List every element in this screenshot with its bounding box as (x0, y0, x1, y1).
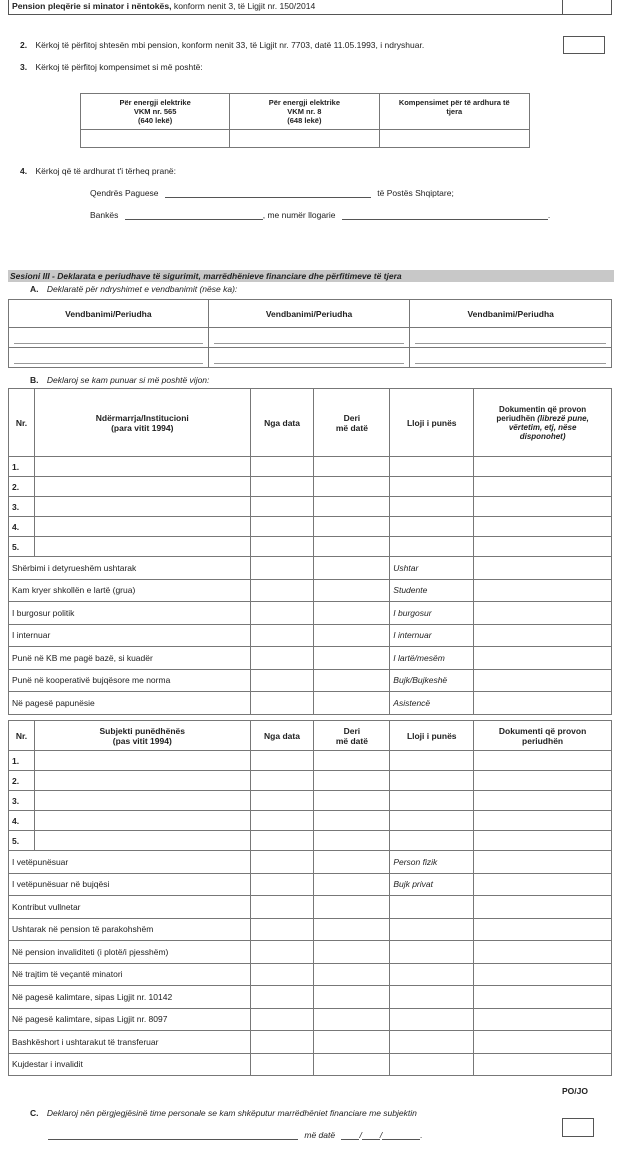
residence-cell[interactable] (208, 328, 410, 348)
employer-cell[interactable] (34, 517, 250, 537)
from-date-cell[interactable] (250, 477, 314, 497)
col-document-line2: periudhën (522, 735, 564, 746)
from-date-cell[interactable] (250, 647, 314, 670)
table-row (9, 602, 612, 625)
bank-field[interactable] (125, 210, 263, 220)
table-row (9, 896, 612, 919)
to-date-cell[interactable] (314, 873, 390, 896)
document-cell[interactable] (474, 918, 612, 941)
to-date-cell[interactable] (314, 537, 390, 557)
to-date-cell[interactable] (314, 791, 390, 811)
comp-header-1-line2: VKM nr. 565 (133, 107, 177, 116)
col-document-line2: periudhën (496, 413, 536, 423)
work-type-cell[interactable] (390, 791, 474, 811)
table-row (9, 963, 612, 986)
to-date-cell[interactable] (314, 602, 390, 625)
row-label: I vetëpunësuar (9, 851, 251, 874)
residence-cell[interactable] (410, 328, 612, 348)
document-cell[interactable] (474, 497, 612, 517)
from-date-cell[interactable] (250, 602, 314, 625)
employer-cell[interactable] (34, 831, 250, 851)
row-label: Bashkëshort i ushtarakut të transferuar (9, 1031, 251, 1054)
work-type-cell (390, 1008, 474, 1031)
row-label: Në pagesë papunësie (9, 692, 251, 715)
to-date-cell[interactable] (314, 624, 390, 647)
col-nr: Nr. (9, 721, 35, 751)
col-document-line1: Dokumenti që provon (498, 725, 587, 736)
section-3-a (30, 284, 237, 294)
table-row (9, 579, 612, 602)
work-type-cell: Person fizik (390, 851, 474, 874)
col-document-line4: disponohet) (519, 431, 566, 441)
employer-cell[interactable] (34, 791, 250, 811)
date-slash-2: / (379, 1130, 383, 1140)
col-to-date (314, 721, 390, 751)
work-type-cell[interactable] (390, 537, 474, 557)
work-type-cell (390, 896, 474, 919)
document-cell[interactable] (474, 851, 612, 874)
document-cell[interactable] (474, 791, 612, 811)
table-row (9, 517, 612, 537)
work-type-cell[interactable] (390, 771, 474, 791)
from-date-cell[interactable] (250, 1008, 314, 1031)
residence-header-1: Vendbanimi/Periudha (9, 300, 209, 328)
to-date-cell[interactable] (314, 986, 390, 1009)
item-4-period: . (547, 210, 551, 220)
from-date-cell[interactable] (250, 1053, 314, 1076)
comp-header-2-line3: (648 lekë) (287, 116, 322, 125)
table-row (9, 771, 612, 791)
subject-name-field[interactable] (48, 1130, 298, 1140)
comp-header-2-line1: Për energji elektrike (268, 98, 341, 107)
work-type-cell (390, 941, 474, 964)
work-type-cell: Asistencë (390, 692, 474, 715)
work-type-cell (390, 918, 474, 941)
comp-header-1 (81, 94, 230, 130)
row-label: Shërbimi i detyrueshëm ushtarak (9, 557, 251, 580)
from-date-cell[interactable] (250, 831, 314, 851)
work-type-cell: Bujk privat (390, 873, 474, 896)
item-2-number: 2. (20, 40, 28, 50)
work-type-cell[interactable] (390, 811, 474, 831)
col-to-date-line1: Deri (343, 412, 361, 423)
table-row (9, 477, 612, 497)
row-label: Punë në kooperativë bujqësore me norma (9, 669, 251, 692)
col-document (474, 721, 612, 751)
row-label: Kontribut vullnetar (9, 896, 251, 919)
po-jo-label: PO/JO (562, 1086, 588, 1096)
table-row (9, 873, 612, 896)
section-c-line (48, 1130, 423, 1140)
item-2-text: Kërkoj të përfitoj shtesën mbi pension, konform nenit 33, të Ligjit nr. 7703, datë 11.05.1993, i ndryshuar. (35, 40, 425, 50)
table-row (9, 918, 612, 941)
work-type-cell[interactable] (390, 497, 474, 517)
row-label: Punë në KB me pagë bazë, si kuadër (9, 647, 251, 670)
from-date-cell[interactable] (250, 771, 314, 791)
row-label: Kam kryer shkollën e lartë (grua) (9, 579, 251, 602)
section-3-b (30, 375, 209, 385)
document-cell[interactable] (474, 811, 612, 831)
to-date-cell[interactable] (314, 851, 390, 874)
item-4 (20, 166, 176, 176)
work-type-cell[interactable] (390, 517, 474, 537)
col-to-date-line2: më datë (335, 422, 368, 433)
section-c-text: Deklaroj nën përgjegjësinë time personale se kam shkëputur marrëdhëniet financiare me subjektin (46, 1108, 417, 1118)
to-date-cell[interactable] (314, 1008, 390, 1031)
from-date-cell[interactable] (250, 624, 314, 647)
document-cell[interactable] (474, 602, 612, 625)
work-table-before-1994 (8, 388, 612, 715)
comp-header-1-line1: Për energji elektrike (119, 98, 191, 107)
employer-cell[interactable] (34, 811, 250, 831)
from-date-cell[interactable] (250, 896, 314, 919)
item-4-line-2 (90, 210, 550, 220)
work-type-cell (390, 1031, 474, 1054)
col-to-date-line2: më datë (335, 735, 368, 746)
employer-cell[interactable] (34, 537, 250, 557)
top-row-label: konform nenit 3, të Ligjit nr. 150/2014 (171, 1, 316, 11)
from-date-cell[interactable] (250, 557, 314, 580)
employer-cell[interactable] (34, 457, 250, 477)
document-cell[interactable] (474, 457, 612, 477)
row-label: Kujdestar i invalidit (9, 1053, 251, 1076)
document-cell[interactable] (474, 1008, 612, 1031)
compensation-table (80, 93, 530, 148)
row-label: I internuar (9, 624, 251, 647)
row-number: 4. (9, 517, 35, 537)
table-row (9, 557, 612, 580)
date-month-field[interactable] (362, 1130, 383, 1140)
item-3-text: Kërkoj të përfitoj kompensimet si më poshtë: (35, 62, 203, 72)
row-label: Në pagesë kalimtare, sipas Ligjit nr. 8097 (9, 1008, 251, 1031)
employer-cell[interactable] (34, 771, 250, 791)
work-type-cell (390, 963, 474, 986)
document-cell[interactable] (474, 1053, 612, 1076)
section-c-letter: C. (30, 1108, 39, 1118)
to-date-cell[interactable] (314, 918, 390, 941)
table-row (9, 692, 612, 715)
item-4-account-label: , me numër llogarie (262, 210, 336, 220)
document-cell[interactable] (474, 751, 612, 771)
col-to-date-line1: Deri (343, 725, 361, 736)
to-date-cell[interactable] (314, 941, 390, 964)
paying-center-field[interactable] (165, 188, 371, 198)
residence-header-2: Vendbanimi/Periudha (208, 300, 410, 328)
residence-cell[interactable] (9, 348, 209, 368)
to-date-cell[interactable] (314, 1053, 390, 1076)
to-date-cell[interactable] (314, 669, 390, 692)
comp-header-1-line3: (640 lekë) (138, 116, 173, 125)
table-row (9, 497, 612, 517)
section-3-b-text: Deklaroj se kam punuar si më poshtë vijon: (46, 375, 210, 385)
residence-cell[interactable] (410, 348, 612, 368)
to-date-cell[interactable] (314, 457, 390, 477)
to-date-cell[interactable] (314, 771, 390, 791)
row-number: 5. (9, 831, 35, 851)
from-date-cell[interactable] (250, 537, 314, 557)
row-label: I burgosur politik (9, 602, 251, 625)
top-row-label-bold: Pension pleqërie si minator i nëntokës, (12, 1, 172, 11)
col-document-line2-note: (librezë pune, (535, 413, 589, 423)
to-date-cell[interactable] (314, 831, 390, 851)
document-cell[interactable] (474, 624, 612, 647)
date-year-field[interactable] (379, 1130, 423, 1140)
from-date-cell[interactable] (250, 497, 314, 517)
table-row (9, 851, 612, 874)
item-4-bank-label: Bankës (90, 210, 119, 220)
work-type-cell: I burgosur (390, 602, 474, 625)
to-date-cell[interactable] (314, 751, 390, 771)
table-row (9, 647, 612, 670)
comp-header-3 (379, 94, 530, 130)
col-work-type: Lloji i punës (390, 389, 474, 457)
document-cell[interactable] (474, 579, 612, 602)
document-cell[interactable] (474, 647, 612, 670)
from-date-cell[interactable] (250, 963, 314, 986)
col-from-date: Nga data (250, 389, 314, 457)
item-4-text: Kërkoj që të ardhurat t'i tërheq pranë: (35, 166, 177, 176)
document-cell[interactable] (474, 477, 612, 497)
document-cell[interactable] (474, 557, 612, 580)
date-period: . (420, 1130, 423, 1140)
col-subject (34, 721, 250, 751)
table-row (9, 537, 612, 557)
work-type-cell: I lartë/mesëm (390, 647, 474, 670)
table-row (9, 1008, 612, 1031)
row-label: Ushtarak në pension të parakohshëm (9, 918, 251, 941)
residence-table (8, 299, 612, 368)
col-to-date (314, 389, 390, 457)
section-3-b-letter: B. (30, 375, 39, 385)
account-number-field[interactable] (342, 210, 551, 220)
document-cell[interactable] (474, 986, 612, 1009)
document-cell[interactable] (474, 692, 612, 715)
row-label: Në trajtim të veçantë minatori (9, 963, 251, 986)
item-4-paying-center-label: Qendrës Paguese (90, 188, 159, 198)
item-4-post-label: të Postës Shqiptare; (377, 188, 454, 198)
section-c (30, 1108, 417, 1118)
col-work-type: Lloji i punës (390, 721, 474, 751)
from-date-cell[interactable] (250, 873, 314, 896)
from-date-cell[interactable] (250, 941, 314, 964)
row-number: 2. (9, 771, 35, 791)
residence-header-3: Vendbanimi/Periudha (410, 300, 612, 328)
document-cell[interactable] (474, 941, 612, 964)
document-cell[interactable] (474, 537, 612, 557)
work-type-cell[interactable] (390, 751, 474, 771)
table-row (9, 941, 612, 964)
work-type-cell[interactable] (390, 457, 474, 477)
col-employer-line2: (para vitit 1994) (111, 422, 174, 433)
col-subject-line1: Subjekti punëdhënës (99, 725, 186, 736)
top-row (8, 0, 612, 15)
from-date-cell[interactable] (250, 517, 314, 537)
to-date-cell[interactable] (314, 557, 390, 580)
comp-input-2[interactable] (230, 130, 379, 148)
from-date-cell[interactable] (250, 811, 314, 831)
col-subject-line2: (pas vitit 1994) (112, 735, 172, 746)
work-type-cell: Ushtar (390, 557, 474, 580)
row-label: Në pagesë kalimtare, sipas Ligjit nr. 10142 (9, 986, 251, 1009)
to-date-cell[interactable] (314, 647, 390, 670)
col-employer-line1: Ndërmarrja/Institucioni (95, 412, 189, 423)
from-date-cell[interactable] (250, 751, 314, 771)
from-date-cell[interactable] (250, 791, 314, 811)
table-row (9, 791, 612, 811)
section-c-date-label: më datë (304, 1130, 336, 1140)
comp-header-3-line2: tjera (446, 107, 463, 116)
section-3-a-letter: A. (30, 284, 39, 294)
row-number: 4. (9, 811, 35, 831)
row-number: 3. (9, 791, 35, 811)
row-label: Në pension invaliditeti (i plotë/i pjesshëm) (9, 941, 251, 964)
top-row-checkbox[interactable] (562, 0, 611, 14)
comp-input-3[interactable] (379, 130, 530, 148)
document-cell[interactable] (474, 963, 612, 986)
row-number: 5. (9, 537, 35, 557)
item-4-line-1 (90, 188, 454, 198)
date-slash-1: / (359, 1130, 362, 1140)
from-date-cell[interactable] (250, 918, 314, 941)
to-date-cell[interactable] (314, 692, 390, 715)
to-date-cell[interactable] (314, 517, 390, 537)
table-row (9, 1053, 612, 1076)
residence-cell[interactable] (9, 328, 209, 348)
employer-cell[interactable] (34, 751, 250, 771)
to-date-cell[interactable] (314, 963, 390, 986)
work-type-cell[interactable] (390, 831, 474, 851)
table-row (9, 831, 612, 851)
item-3-number: 3. (20, 62, 28, 72)
row-label: I vetëpunësuar në bujqësi (9, 873, 251, 896)
document-cell[interactable] (474, 771, 612, 791)
document-cell[interactable] (474, 896, 612, 919)
to-date-cell[interactable] (314, 1031, 390, 1054)
work-table-after-1994 (8, 720, 612, 1076)
comp-header-2 (230, 94, 379, 130)
table-row (9, 986, 612, 1009)
document-cell[interactable] (474, 831, 612, 851)
col-employer (34, 389, 250, 457)
to-date-cell[interactable] (314, 477, 390, 497)
residence-cell[interactable] (208, 348, 410, 368)
col-nr: Nr. (9, 389, 35, 457)
document-cell[interactable] (474, 517, 612, 537)
employer-cell[interactable] (34, 497, 250, 517)
document-cell[interactable] (474, 669, 612, 692)
from-date-cell[interactable] (250, 457, 314, 477)
date-day-field[interactable] (341, 1130, 362, 1140)
employer-cell[interactable] (34, 477, 250, 497)
to-date-cell[interactable] (314, 811, 390, 831)
col-from-date: Nga data (250, 721, 314, 751)
col-document-line3: vërtetim, etj, nëse (508, 422, 577, 432)
work-type-cell: Bujk/Bujkeshë (390, 669, 474, 692)
from-date-cell[interactable] (250, 692, 314, 715)
work-type-cell: Studente (390, 579, 474, 602)
document-cell[interactable] (474, 873, 612, 896)
table-row (9, 811, 612, 831)
to-date-cell[interactable] (314, 579, 390, 602)
work-type-cell (390, 986, 474, 1009)
work-type-cell (390, 1053, 474, 1076)
col-document-line1: Dokumentin që provon (499, 404, 587, 414)
section-3-title: Sesioni III - Deklarata e periudhave të sigurimit, marrëdhënieve financiare dhe përfitimeve të tjera (8, 270, 614, 282)
work-type-cell[interactable] (390, 477, 474, 497)
comp-header-3-line1: Kompensimet për të ardhura të (398, 98, 510, 107)
from-date-cell[interactable] (250, 1031, 314, 1054)
row-number: 1. (9, 751, 35, 771)
work-type-cell: I internuar (390, 624, 474, 647)
table-row (9, 751, 612, 771)
row-number: 2. (9, 477, 35, 497)
to-date-cell[interactable] (314, 497, 390, 517)
table-row (9, 669, 612, 692)
item-4-number: 4. (20, 166, 28, 176)
table-row (9, 624, 612, 647)
comp-header-2-line2: VKM nr. 8 (287, 107, 322, 116)
from-date-cell[interactable] (250, 669, 314, 692)
document-cell[interactable] (474, 1031, 612, 1054)
row-number: 3. (9, 497, 35, 517)
row-number: 1. (9, 457, 35, 477)
table-row (9, 457, 612, 477)
from-date-cell[interactable] (250, 986, 314, 1009)
item-2-checkbox[interactable] (563, 36, 605, 54)
section-c-checkbox[interactable] (562, 1118, 594, 1137)
col-document (474, 389, 612, 457)
section-3-a-text: Deklaratë për ndryshimet e vendbanimit (nëse ka): (46, 284, 238, 294)
item-3 (20, 62, 203, 72)
comp-input-1[interactable] (81, 130, 230, 148)
to-date-cell[interactable] (314, 896, 390, 919)
from-date-cell[interactable] (250, 851, 314, 874)
from-date-cell[interactable] (250, 579, 314, 602)
item-2 (20, 40, 424, 50)
table-row (9, 1031, 612, 1054)
